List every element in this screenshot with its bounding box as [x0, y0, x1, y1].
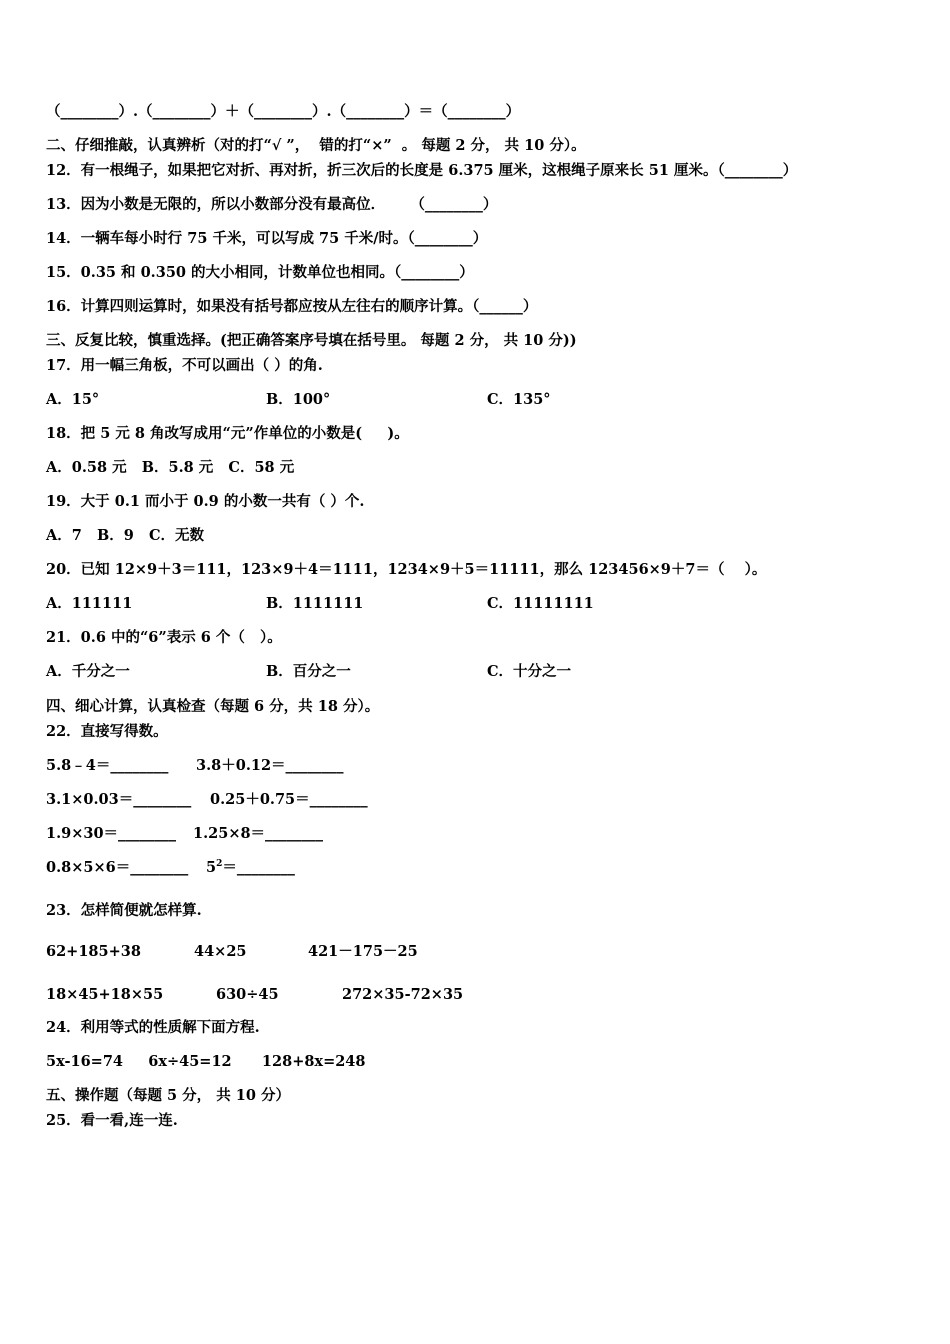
fill-blank-line: （________）.（________）＋（________）.（________）＝（________）	[46, 103, 521, 120]
calc-item: 5.8﹣4＝________	[46, 757, 169, 774]
calc-item-power	[206, 859, 295, 877]
question-22: 22．直接写得数。	[46, 723, 168, 740]
question-25: 25．看一看,连一连.	[46, 1112, 178, 1129]
question-19: 19．大于 0.1 而小于 0.9 的小数一共有（ ）个.	[46, 493, 365, 510]
calc-item: 3.1×0.03＝________	[46, 791, 192, 808]
calc-item: 3.8＋0.12＝________	[196, 757, 344, 774]
question-12: 12．有一根绳子，如果把它对折、再对折，折三次后的长度是 6.375 厘米，这根绳子原来长 51 厘米。（________）	[46, 162, 798, 179]
question-13: 13．因为小数是无限的，所以小数部分没有最高位． （________）	[46, 196, 498, 213]
simplify-item: 44×25	[194, 943, 247, 960]
option-c: C．135°	[487, 391, 551, 408]
option-a: A．千分之一	[46, 663, 130, 680]
calc-item: 0.8×5×6＝________	[46, 859, 189, 876]
question-23: 23．怎样简便就怎样算.	[46, 902, 202, 919]
question-17: 17．用一幅三角板，不可以画出（ ）的角.	[46, 357, 323, 374]
section-4-heading: 四、细心计算，认真检查（每题 6 分，共 18 分）。	[46, 698, 380, 715]
question-19-options: A．7 B．9 C．无数	[46, 527, 205, 544]
power-exponent: 2	[216, 859, 223, 869]
question-21: 21．0.6 中的“6”表示 6 个（ ）。	[46, 629, 282, 646]
question-14: 14．一辆车每小时行 75 千米，可以写成 75 千米/时。（________）	[46, 230, 488, 247]
option-b: B．百分之一	[266, 663, 351, 680]
equation-row: 5x-16=74 6x÷45=12 128+8x=248	[46, 1053, 366, 1070]
question-15: 15．0.35 和 0.350 的大小相同，计数单位也相同。（________）	[46, 264, 474, 281]
simplify-item: 630÷45	[216, 986, 279, 1003]
section-5-heading: 五、操作题（每题 5 分， 共 10 分）	[46, 1087, 291, 1104]
option-c: C．十分之一	[487, 663, 572, 680]
question-18: 18．把 5 元 8 角改写成用“元”作单位的小数是( )。	[46, 425, 409, 442]
simplify-item: 18×45+18×55	[46, 986, 164, 1003]
option-a: A．111111	[46, 595, 133, 612]
question-24: 24．利用等式的性质解下面方程.	[46, 1019, 260, 1036]
question-20: 20．已知 12×9＋3＝111，123×9＋4＝1111，1234×9＋5＝11111，那么 123456×9＋7＝（ ）。	[46, 561, 767, 578]
question-18-options: A．0.58 元 B．5.8 元 C．58 元	[46, 459, 295, 476]
simplify-item: 272×35-72×35	[342, 986, 464, 1003]
simplify-item: 421－175－25	[308, 943, 418, 960]
option-b: B．1111111	[266, 595, 364, 612]
section-3-heading: 三、反复比较，慎重选择。(把正确答案序号填在括号里。 每题 2 分， 共 10 分))	[46, 332, 577, 349]
calc-item: 1.9×30＝________	[46, 825, 177, 842]
calc-item: 0.25＋0.75＝________	[210, 791, 368, 808]
power-rest: ＝________	[222, 859, 295, 876]
simplify-item: 62+185+38	[46, 943, 141, 960]
question-16: 16．计算四则运算时，如果没有括号都应按从左往右的顺序计算。（______）	[46, 298, 538, 315]
option-a: A．15°	[46, 391, 100, 408]
section-2-heading: 二、仔细推敲，认真辨析（对的打“√ ”， 错的打“×” 。 每题 2 分， 共 10 分）。	[46, 137, 586, 154]
option-b: B．100°	[266, 391, 331, 408]
option-c: C．11111111	[487, 595, 594, 612]
calc-item: 1.25×8＝________	[193, 825, 324, 842]
power-base: 5	[206, 859, 217, 876]
